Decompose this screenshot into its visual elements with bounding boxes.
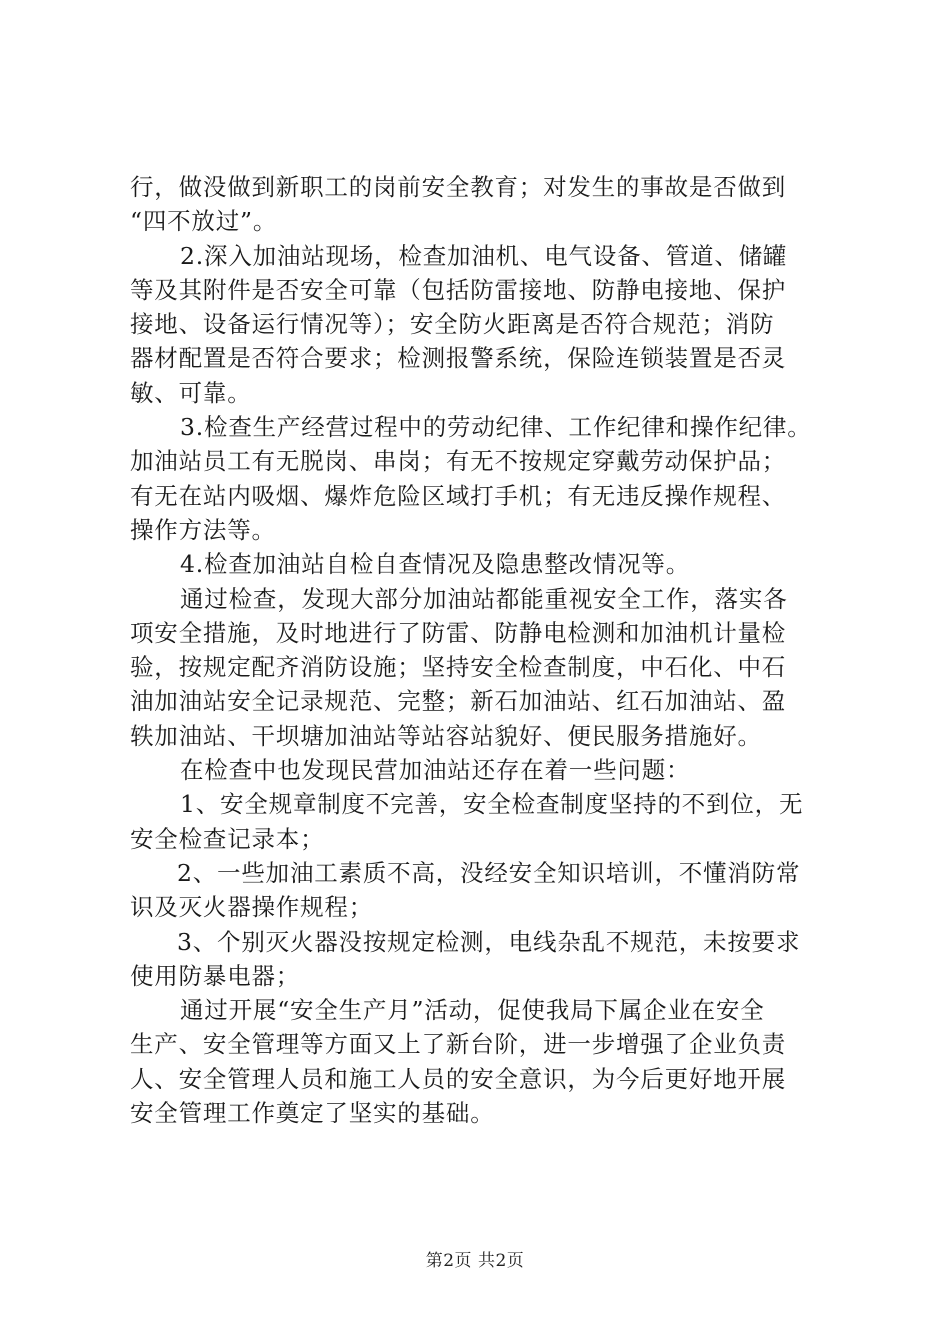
paragraph	[130, 993, 835, 1130]
text-line: 3.检查生产经营过程中的劳动纪律、工作纪律和操作纪律。	[180, 413, 812, 442]
text-line: 在检查中也发现民营加油站还存在着一些问题：	[180, 756, 691, 785]
text-line: 器材配置是否符合要求；检测报警系统，保险连锁装置是否灵	[130, 344, 787, 373]
text-line: 接地、设备运行情况等）；安全防火距离是否符合规范；消防	[130, 310, 775, 339]
text-line: 3、个别灭火器没按规定检测，电线杂乱不规范，未按要求	[177, 927, 801, 956]
text-line: 安全检查记录本；	[130, 824, 325, 853]
text-line: “四不放过”。	[130, 207, 278, 236]
paragraph	[130, 856, 835, 925]
paragraph	[130, 170, 835, 239]
text-line: 轶加油站、干坝塘加油站等站容站貌好、便民服务措施好。	[130, 721, 762, 750]
text-line: 验，按规定配齐消防设施；坚持安全检查制度，中石化、中石	[130, 653, 787, 682]
paragraph	[130, 787, 835, 856]
paragraph	[130, 547, 835, 581]
paragraph	[130, 410, 835, 547]
text-line: 加油站员工有无脱岗、串岗；有无不按规定穿戴劳动保护品；	[130, 447, 787, 476]
page-footer: 第2页 共2页	[425, 1251, 525, 1271]
document-body	[130, 170, 835, 1130]
text-line: 识及灭火器操作规程；	[130, 893, 373, 922]
text-line: 1、安全规章制度不完善，安全检查制度坚持的不到位，无	[180, 790, 804, 819]
text-line: 通过开展“安全生产月”活动，促使我局下属企业在安全	[180, 996, 765, 1025]
text-line: 2.深入加油站现场，检查加油机、电气设备、管道、储罐	[180, 241, 788, 270]
paragraph	[130, 753, 835, 787]
text-line: 敏、可靠。	[130, 378, 252, 407]
paragraph	[130, 925, 835, 994]
text-line: 等及其附件是否安全可靠（包括防雷接地、防静电接地、保护	[130, 275, 787, 304]
text-line: 操作方法等。	[130, 515, 276, 544]
text-line: 4.检查加油站自检自查情况及隐患整改情况等。	[180, 550, 691, 579]
text-line: 油加油站安全记录规范、完整；新石加油站、红石加油站、盈	[130, 687, 787, 716]
text-line: 项安全措施，及时地进行了防雷、防静电检测和加油机计量检	[130, 618, 787, 647]
text-line: 使用防暴电器；	[130, 961, 301, 990]
text-line: 行，做没做到新职工的岗前安全教育；对发生的事故是否做到	[130, 173, 787, 201]
paragraph	[130, 582, 835, 753]
paragraph	[130, 239, 835, 410]
text-line: 有无在站内吸烟、爆炸危险区域打手机；有无违反操作规程、	[130, 481, 787, 510]
text-line: 生产、安全管理等方面又上了新台阶，进一步增强了企业负责	[130, 1030, 787, 1059]
text-line: 安全管理工作奠定了坚实的基础。	[130, 1099, 495, 1128]
text-line: 2、一些加油工素质不高，没经安全知识培训，不懂消防常	[177, 858, 801, 887]
text-line: 通过检查，发现大部分加油站都能重视安全工作，落实各	[180, 584, 788, 613]
text-line: 人、安全管理人员和施工人员的安全意识，为今后更好地开展	[130, 1064, 787, 1093]
